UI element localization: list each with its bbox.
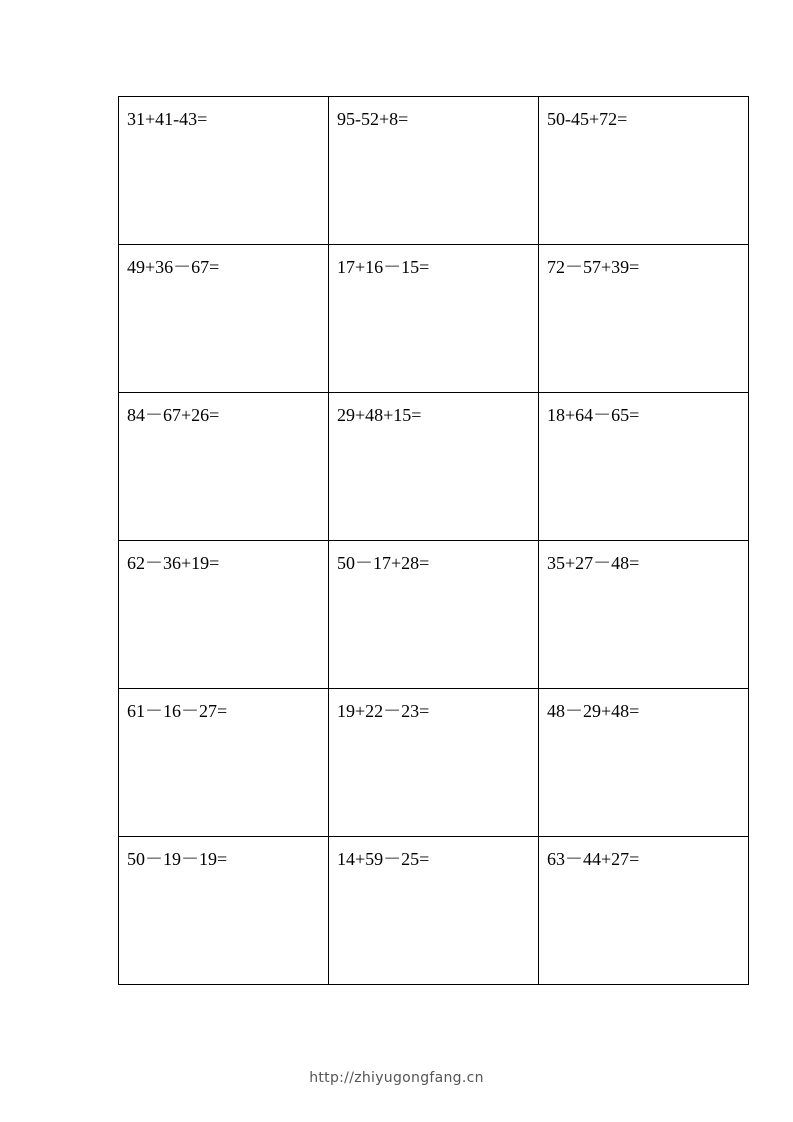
problem-cell [539,689,749,837]
problem-text: 14+59－25= [337,849,430,869]
problem-text: 50－17+28= [337,553,430,573]
problem-text: 18+64－65= [547,405,640,425]
problem-cell [539,245,749,393]
problem-row [119,393,749,541]
problem-text: 62－36+19= [127,553,220,573]
problem-cell [119,97,329,245]
problem-cell [329,393,539,541]
problem-text: 50-45+72= [547,109,628,129]
problem-cell [329,541,539,689]
problem-text: 35+27－48= [547,553,640,573]
problem-row [119,689,749,837]
problem-cell [539,837,749,985]
problem-row [119,97,749,245]
problem-text: 17+16－15= [337,257,430,277]
problem-text: 49+36－67= [127,257,220,277]
problem-cell [329,689,539,837]
problem-cell [539,393,749,541]
problem-text: 84－67+26= [127,405,220,425]
problem-row [119,837,749,985]
problem-cell [539,541,749,689]
footer-url: http://zhiyugongfang.cn [309,1070,484,1086]
problem-row [119,541,749,689]
problem-grid [118,96,749,985]
problem-cell [539,97,749,245]
problem-cell [329,245,539,393]
problem-text: 29+48+15= [337,405,422,425]
problem-cell [119,541,329,689]
problem-text: 50－19－19= [127,849,228,869]
problem-text: 19+22－23= [337,701,430,721]
problem-text: 95-52+8= [337,109,409,129]
problem-text: 72－57+39= [547,257,640,277]
problem-cell [119,393,329,541]
problem-cell [329,97,539,245]
problem-cell [329,837,539,985]
problem-row [119,245,749,393]
problem-cell [119,837,329,985]
problem-text: 31+41-43= [127,109,208,129]
problem-cell [119,689,329,837]
problem-text: 63－44+27= [547,849,640,869]
problem-cell [119,245,329,393]
problem-text: 48－29+48= [547,701,640,721]
problem-text: 61－16－27= [127,701,228,721]
